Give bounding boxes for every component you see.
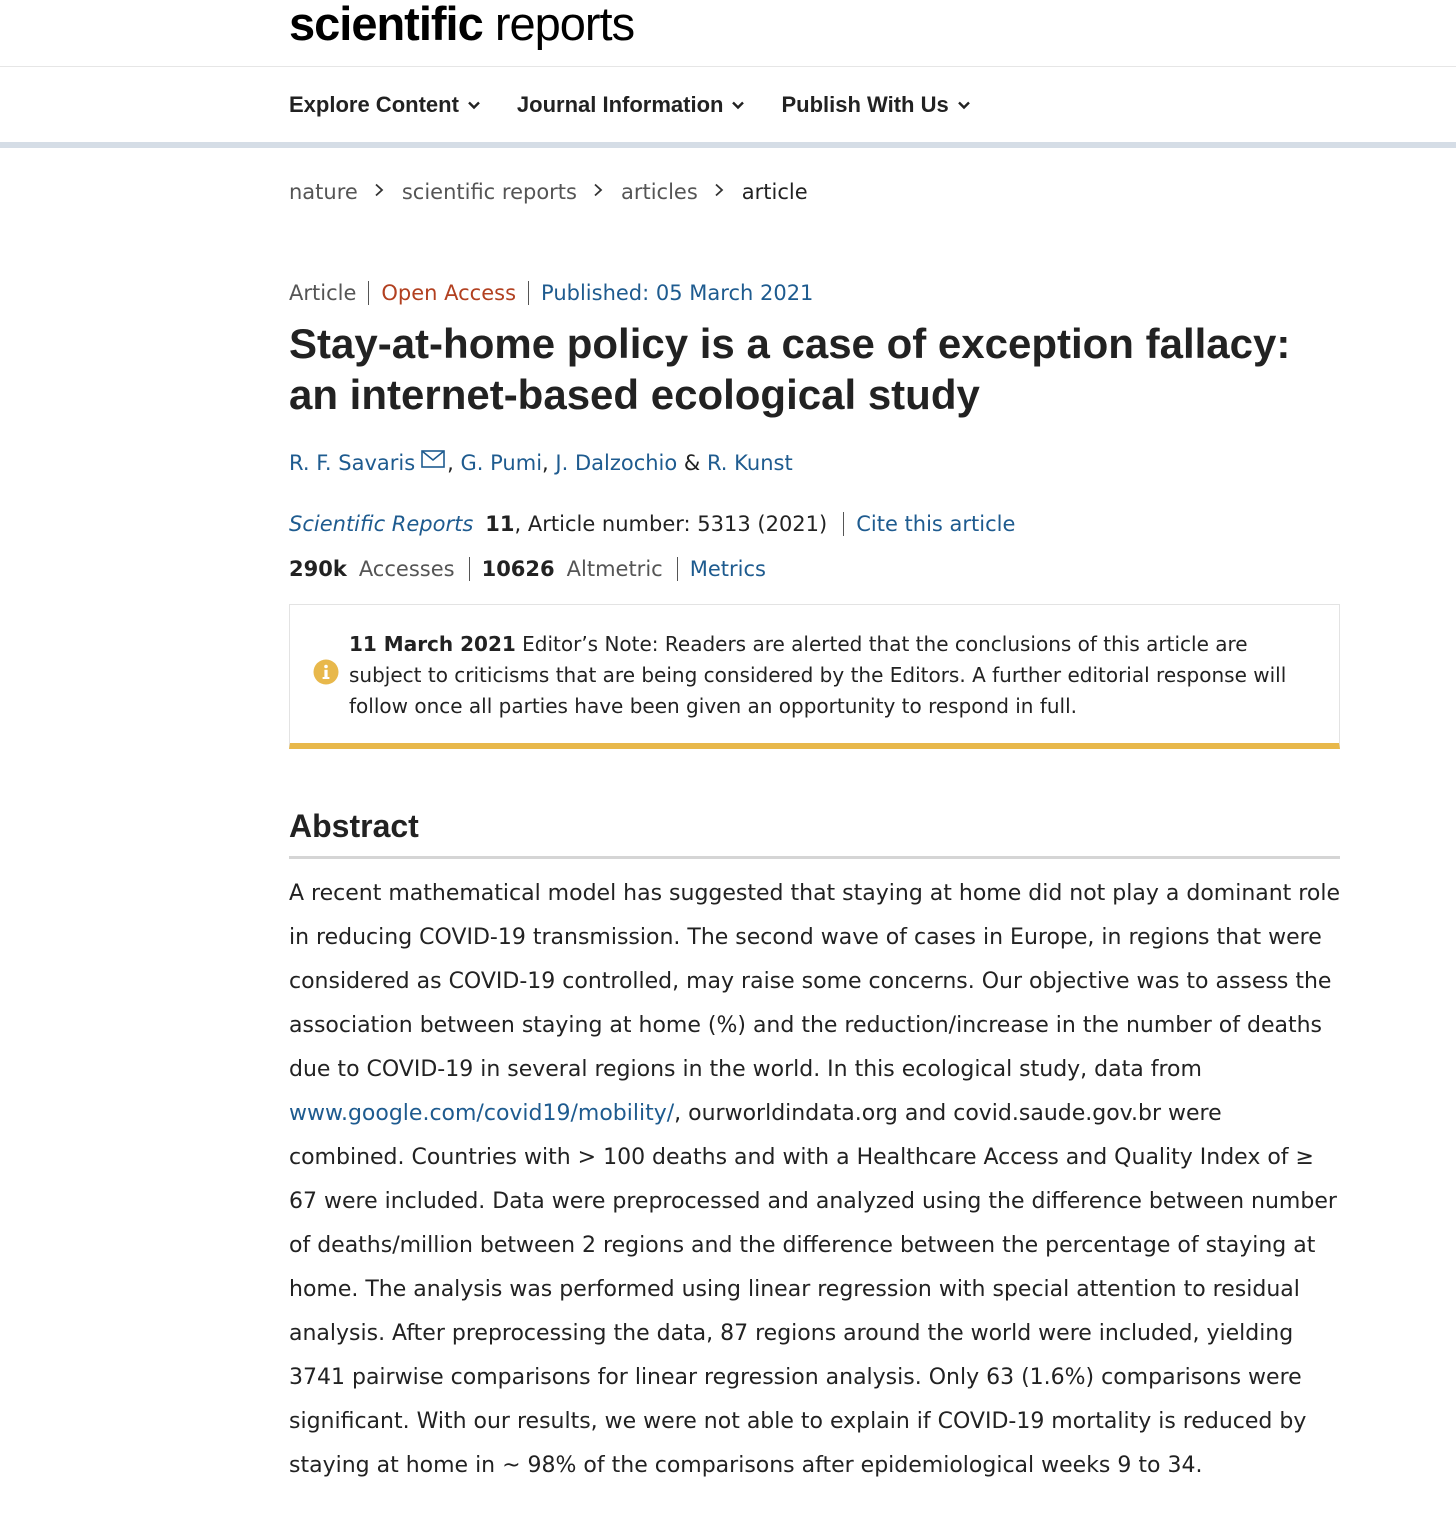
- nav-publish-with-us[interactable]: [781, 92, 970, 118]
- accesses-value: 290k: [289, 557, 347, 581]
- breadcrumb-current: article: [741, 180, 808, 204]
- mobility-data-link[interactable]: www.google.com/covid19/mobility/: [289, 1101, 675, 1126]
- author-link[interactable]: G. Pumi: [460, 451, 543, 475]
- nav-item-label: Publish With Us: [781, 92, 949, 117]
- editors-note-text: [349, 629, 1319, 722]
- citation-line: [289, 508, 1015, 540]
- accesses-metric: [289, 557, 455, 581]
- breadcrumb-scientific-reports[interactable]: scientific reports: [401, 180, 577, 204]
- editors-note-box: [289, 604, 1340, 749]
- chevron-right-icon: [714, 183, 724, 197]
- author-link[interactable]: R. Kunst: [706, 451, 793, 475]
- chevron-down-icon: [957, 98, 971, 112]
- nav-journal-information[interactable]: [517, 92, 746, 118]
- published-date: Published: 05 March 2021: [541, 281, 814, 305]
- metrics-link[interactable]: Metrics: [677, 557, 766, 581]
- author-separator: ,: [542, 451, 556, 475]
- site-logo[interactable]: [289, 0, 634, 54]
- cite-this-article-link[interactable]: Cite this article: [843, 512, 1015, 536]
- breadcrumb-articles[interactable]: articles: [620, 180, 698, 204]
- editors-note-date: 11 March 2021: [349, 632, 516, 656]
- author-separator: &: [677, 451, 707, 475]
- logo-text-light: reports: [494, 0, 635, 50]
- altmetric-metric: [469, 557, 663, 581]
- author-link[interactable]: J. Dalzochio: [555, 451, 678, 475]
- author-link[interactable]: R. F. Savaris: [289, 451, 416, 475]
- altmetric-value: 10626: [481, 557, 555, 581]
- chevron-right-icon: [593, 183, 603, 197]
- volume-number: 11: [485, 512, 515, 536]
- article-number: , Article number: 5313 (2021): [514, 512, 828, 536]
- logo-text-bold: scientific: [289, 0, 483, 50]
- header-divider: [0, 66, 1456, 67]
- breadcrumb-nature[interactable]: nature: [289, 180, 358, 204]
- accesses-label: Accesses: [358, 557, 455, 581]
- abstract-text-part: , ourworldindata.org and covid.saude.gov.br were combined. Countries with > 100 deaths and with a Healthcare Access and Quality Index of ≥ 67 were included. Data were preprocessed and analyzed using the difference between number of deaths/million between 2 regions and the difference between the percentage of staying at home. The analysis was performed using linear regression with special attention to residual analysis. After preprocessing the data, 87 regions around the world were included, yielding 3741 pairwise comparisons for linear regression analysis. Only 63 (1.6%) comparisons were significant. With our results, we were not able to explain if COVID-19 mortality is reduced by staying at home in ~ 98% of the comparisons after epidemiological weeks 9 to 34.: [289, 1101, 1337, 1478]
- chevron-down-icon: [731, 98, 745, 112]
- info-icon: [313, 659, 339, 685]
- main-nav: [289, 84, 971, 126]
- article-type: Article: [289, 281, 369, 305]
- open-access-badge: Open Access: [369, 281, 529, 305]
- article-metrics: [289, 553, 766, 585]
- altmetric-label: Altmetric: [566, 557, 663, 581]
- chevron-down-icon: [467, 98, 481, 112]
- journal-name[interactable]: Scientific Reports: [289, 512, 474, 536]
- editors-note-body: Editor’s Note: Readers are alerted that the conclusions of this article are subject to criticisms that are being considered by the Editors. A further editorial response will follow once all parties have been given an opportunity to respond in full.: [349, 632, 1287, 718]
- abstract-text: [289, 872, 1340, 1488]
- chevron-right-icon: [374, 183, 384, 197]
- abstract-heading: Abstract: [289, 806, 1340, 859]
- breadcrumb: [289, 176, 808, 208]
- nav-item-label: Explore Content: [289, 92, 459, 117]
- nav-item-label: Journal Information: [516, 92, 724, 117]
- abstract-text-part: A recent mathematical model has suggested that staying at home did not play a dominant role in reducing COVID-19 transmission. The second wave of cases in Europe, in regions that were considered as COVID-19 controlled, may raise some concerns. Our objective was to assess the association between staying at home (%) and the reduction/increase in the number of deaths due to COVID-19 in several regions in the world. In this ecological study, data from: [289, 881, 1340, 1082]
- author-separator: ,: [447, 451, 461, 475]
- author-list: [289, 448, 793, 478]
- nav-underline-bar: [0, 142, 1456, 148]
- nav-explore-content[interactable]: [289, 92, 481, 118]
- article-title: Stay-at-home policy is a case of exception fallacy: an internet-based ecological study: [289, 320, 1291, 418]
- article-meta: [289, 278, 813, 308]
- mail-icon[interactable]: [421, 450, 445, 468]
